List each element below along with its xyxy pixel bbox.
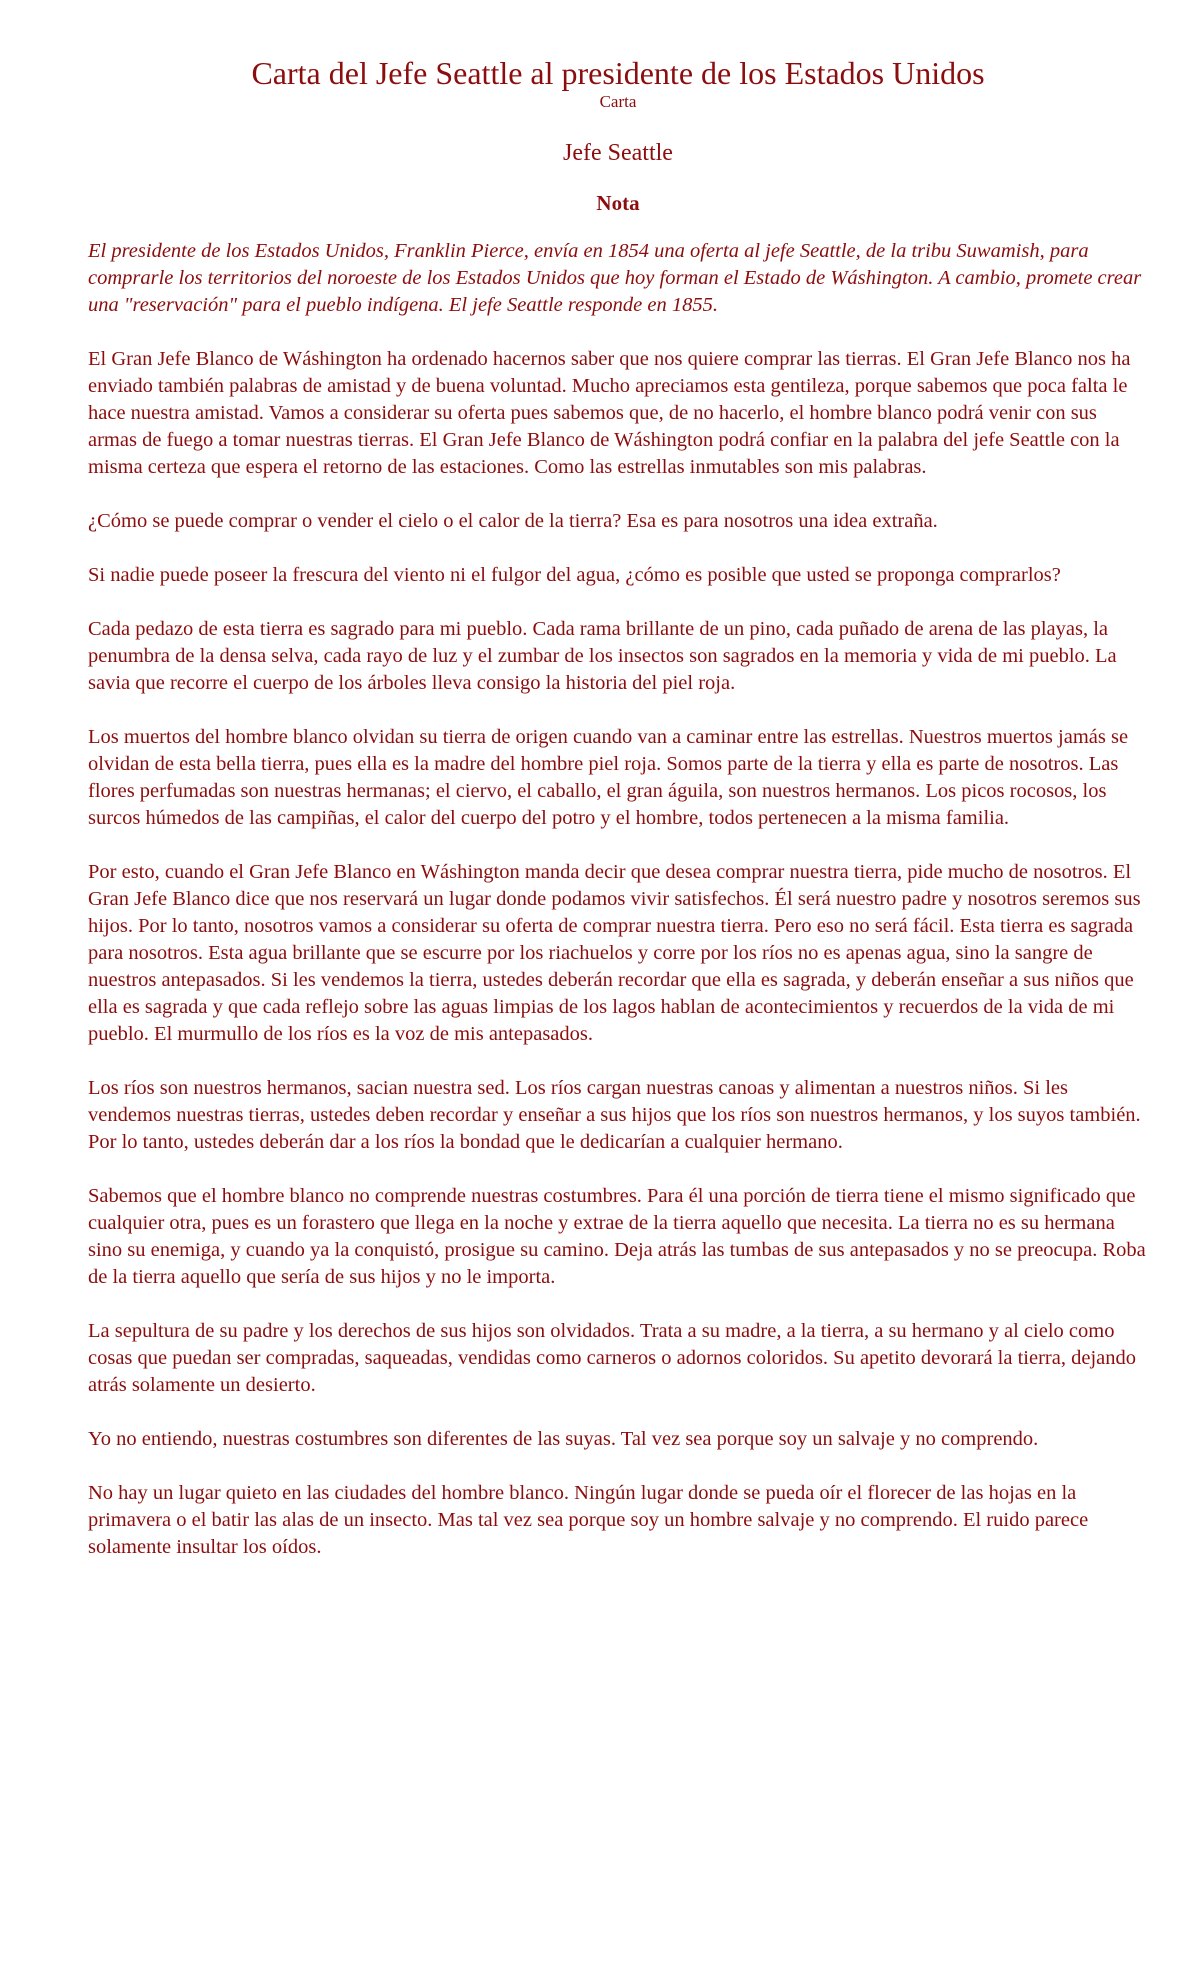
letter-paragraph-5: Los muertos del hombre blanco olvidan su tierra de origen cuando van a caminar entre las estrellas. Nuestros muertos jamás se olvidan de esta bella tierra, pues ella es la madre del hombre piel roja. Somos parte de la tierra y ella es parte de nosotros. Las flores perfumadas son nuestras hermanas; el ciervo, el caballo, el gran águila, son nuestros hermanos. Los picos rocosos, los surcos húmedos de las campiñas, el calor del cuerpo del potro y el hombre, todos pertenecen a la misma familia. (88, 726, 1129, 829)
letter-paragraph-11: No hay un lugar quieto en las ciudades del hombre blanco. Ningún lugar donde se pueda oír el florecer de las hojas en la primavera o el batir las alas de un insecto. Mas tal vez sea porque soy un hombre salvaje y no comprendo. El ruido parece solamente insultar los oídos. (88, 1482, 1089, 1558)
letter-paragraph-10: Yo no entiendo, nuestras costumbres son diferentes de las suyas. Tal vez sea porque soy un salvaje y no comprendo. (88, 1428, 1039, 1450)
letter-paragraph-1: El Gran Jefe Blanco de Wáshington ha ordenado hacernos saber que nos quiere comprar las tierras. El Gran Jefe Blanco nos ha enviado también palabras de amistad y de buena voluntad. Mucho apreciamos esta gentileza, porque sabemos que poca falta le hace nuestra amistad. Vamos a considerar su oferta pues sabemos que, de no hacerlo, el hombre blanco podrá venir con sus armas de fuego a tomar nuestras tierras. El Gran Jefe Blanco de Wáshington podrá confiar en la palabra del jefe Seattle con la misma certeza que espera el retorno de las estaciones. Como las estrellas inmutables son mis palabras. (88, 348, 1131, 478)
letter-paragraph-8: Sabemos que el hombre blanco no comprende nuestras costumbres. Para él una porción de tierra tiene el mismo significado que cualquier otra, pues es un forastero que llega en la noche y extrae de la tierra aquello que necesita. La tierra no es su hermana sino su enemiga, y cuando ya la conquistó, prosigue su camino. Deja atrás las tumbas de sus antepasados y no se preocupa. Roba de la tierra aquello que sería de sus hijos y no le importa. (88, 1185, 1146, 1288)
letter-paragraph-3: Si nadie puede poseer la frescura del viento ni el fulgor del agua, ¿cómo es posible que usted se proponga comprarlos? (88, 564, 1061, 586)
document-subtitle: Carta (599, 92, 637, 111)
letter-paragraph-4: Cada pedazo de esta tierra es sagrado para mi pueblo. Cada rama brillante de un pino, cada puñado de arena de las playas, la penumbra de la densa selva, cada rayo de luz y el zumbar de los insectos son sagrados en la memoria y vida de mi pueblo. La savia que recorre el cuerpo de los árboles lleva consigo la historia del piel roja. (88, 618, 1117, 694)
document-author: Jefe Seattle (563, 140, 673, 166)
intro-note: El presidente de los Estados Unidos, Franklin Pierce, envía en 1854 una oferta al jefe Seattle, de la tribu Suwamish, para comprarle los territorios del noroeste de los Estados Unidos que hoy forman el Estado de Wáshington. A cambio, promete crear una "reservación" para el pueblo indígena. El jefe Seattle responde en 1855. (88, 240, 1142, 316)
letter-paragraph-7: Los ríos son nuestros hermanos, sacian nuestra sed. Los ríos cargan nuestras canoas y alimentan a nuestros niños. Si les vendemos nuestras tierras, ustedes deben recordar y enseñar a sus hijos que los ríos son nuestros hermanos, y los suyos también. Por lo tanto, ustedes deberán dar a los ríos la bondad que le dedicarían a cualquier hermano. (88, 1077, 1141, 1153)
note-heading: Nota (596, 191, 640, 215)
document-page (88, 54, 1148, 1561)
document-title: Carta del Jefe Seattle al presidente de los Estados Unidos (251, 55, 985, 91)
letter-paragraph-6: Por esto, cuando el Gran Jefe Blanco en Wáshington manda decir que desea comprar nuestra tierra, pide mucho de nosotros. El Gran Jefe Blanco dice que nos reservará un lugar donde podamos vivir satisfechos. Él será nuestro padre y nosotros seremos sus hijos. Por lo tanto, nosotros vamos a considerar su oferta de comprar nuestra tierra. Pero eso no será fácil. Esta tierra es sagrada para nosotros. Esta agua brillante que se escurre por los riachuelos y corre por los ríos no es apenas agua, sino la sangre de nuestros antepasados. Si les vendemos la tierra, ustedes deberán recordar que ella es sagrada, y deberán enseñar a sus niños que ella es sagrada y que cada reflejo sobre las aguas limpias de los lagos hablan de acontecimientos y recuerdos de la vida de mi pueblo. El murmullo de los ríos es la voz de mis antepasados. (88, 861, 1141, 1045)
letter-paragraph-9: La sepultura de su padre y los derechos de sus hijos son olvidados. Trata a su madre, a la tierra, a su hermano y al cielo como cosas que puedan ser compradas, saqueadas, vendidas como carneros o adornos coloridos. Su apetito devorará la tierra, dejando atrás solamente un desierto. (88, 1320, 1136, 1396)
letter-paragraph-2: ¿Cómo se puede comprar o vender el cielo o el calor de la tierra? Esa es para nosotros una idea extraña. (88, 510, 938, 532)
